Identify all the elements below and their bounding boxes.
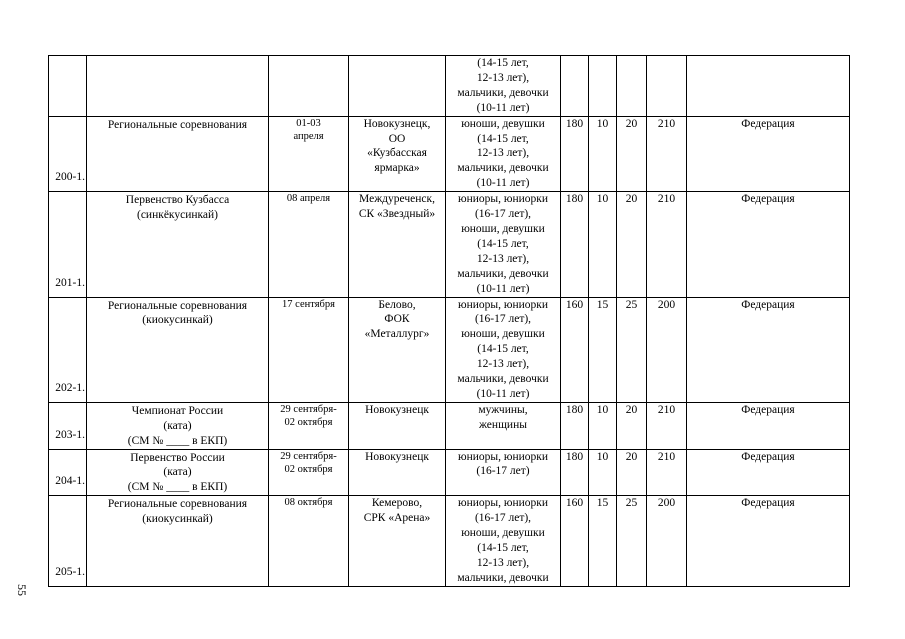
participants xyxy=(446,116,561,192)
row-number: 201-1. xyxy=(49,192,87,297)
count-3: 20 xyxy=(617,402,647,449)
events-table-body xyxy=(49,56,850,587)
participants-line: 12-13 лет), xyxy=(476,556,530,569)
event-name-line: Региональные соревнования xyxy=(107,299,248,312)
count-total: 200 xyxy=(647,496,687,586)
count-total xyxy=(647,56,687,117)
participants-line: юноши, девушки xyxy=(461,527,545,540)
count-1: 160 xyxy=(561,496,589,586)
event-name xyxy=(87,496,269,586)
participants-line: 12-13 лет), xyxy=(476,71,530,84)
count-3 xyxy=(617,56,647,117)
event-name xyxy=(87,297,269,402)
count-total: 200 xyxy=(647,297,687,402)
event-date xyxy=(269,297,349,402)
participants-line: мальчики, девочки xyxy=(457,267,549,280)
row-number: 203-1. xyxy=(49,402,87,449)
page-number: 55 xyxy=(15,584,29,596)
count-2: 15 xyxy=(589,297,617,402)
event-date-line: 29 сентября- xyxy=(280,403,337,415)
participants-line: (14-15 лет, xyxy=(477,343,529,356)
table-row xyxy=(49,402,850,449)
row-number: 202-1. xyxy=(49,297,87,402)
event-place-line: ярмарка» xyxy=(374,162,420,175)
event-name xyxy=(87,116,269,192)
event-date xyxy=(269,116,349,192)
participants-line: мальчики, девочки xyxy=(457,86,549,99)
event-date xyxy=(269,192,349,297)
participants-line: (14-15 лет, xyxy=(477,542,529,554)
event-date-line: апреля xyxy=(293,130,324,142)
event-name-line: (СМ № ____ в ЕКП) xyxy=(127,481,228,494)
event-place xyxy=(349,297,446,402)
participants-line: (16-17 лет) xyxy=(476,465,530,478)
participants-line: (16-17 лет), xyxy=(474,208,532,221)
participants-line: 12-13 лет), xyxy=(476,358,530,371)
event-date-line: 01-03 xyxy=(296,117,321,129)
row-number: 204-1. xyxy=(49,449,87,496)
count-2: 10 xyxy=(589,116,617,192)
event-name-line: (киокусинкай) xyxy=(142,314,213,327)
participants-line: мальчики, девочки xyxy=(457,373,549,386)
event-name xyxy=(87,192,269,297)
count-total: 210 xyxy=(647,402,687,449)
participants xyxy=(446,496,561,586)
participants-line: (14-15 лет, xyxy=(477,57,529,69)
count-2: 10 xyxy=(589,402,617,449)
organizer: Федерация xyxy=(687,402,850,449)
participants-line: 12-13 лет), xyxy=(476,252,530,265)
event-name-line: (ката) xyxy=(163,419,192,432)
participants-line: (10-11 лет) xyxy=(476,387,530,400)
participants-line: женщины xyxy=(479,418,527,431)
event-name-line: (синкёкусинкай) xyxy=(136,209,219,222)
event-name-line: (ката) xyxy=(163,466,192,479)
event-place-line: СРК «Арена» xyxy=(363,512,431,525)
participants xyxy=(446,297,561,402)
participants-line: юноши, девушки xyxy=(461,222,545,235)
events-table xyxy=(48,55,850,587)
organizer xyxy=(687,56,850,117)
event-place xyxy=(349,496,446,586)
count-3: 20 xyxy=(617,192,647,297)
event-place xyxy=(349,116,446,192)
participants-line: (14-15 лет, xyxy=(477,237,529,250)
event-date xyxy=(269,449,349,496)
event-place-line: Кемерово, xyxy=(371,497,423,510)
event-place-line: Новокузнецк, xyxy=(363,117,431,130)
event-name-line: Региональные соревнования xyxy=(107,498,248,511)
count-2: 15 xyxy=(589,496,617,586)
table-row xyxy=(49,496,850,586)
participants-line: юноши, девушки xyxy=(461,328,545,341)
participants xyxy=(446,402,561,449)
count-total: 210 xyxy=(647,116,687,192)
participants xyxy=(446,56,561,117)
count-1: 180 xyxy=(561,449,589,496)
participants-line: мальчики, девочки xyxy=(457,162,549,175)
event-place-line: «Металлург» xyxy=(364,328,430,341)
organizer: Федерация xyxy=(687,192,850,297)
count-1: 180 xyxy=(561,192,589,297)
event-date-line: 17 сентября xyxy=(282,298,335,310)
organizer: Федерация xyxy=(687,449,850,496)
count-1: 160 xyxy=(561,297,589,402)
count-2: 10 xyxy=(589,449,617,496)
event-place xyxy=(349,402,446,449)
count-3: 25 xyxy=(617,496,647,586)
participants-line: мужчины, xyxy=(478,403,528,416)
count-total: 210 xyxy=(647,449,687,496)
table-row xyxy=(49,297,850,402)
participants-line: мальчики, девочки xyxy=(457,571,549,584)
participants-line: (10-11 лет) xyxy=(476,101,530,114)
count-total: 210 xyxy=(647,192,687,297)
event-name xyxy=(87,402,269,449)
row-number: 205-1. xyxy=(49,496,87,586)
event-place-line: ОО xyxy=(388,132,406,145)
participants-line: (10-11 лет) xyxy=(476,282,530,295)
count-1 xyxy=(561,56,589,117)
organizer: Федерация xyxy=(687,116,850,192)
event-name xyxy=(87,56,269,117)
participants-line: (10-11 лет) xyxy=(476,177,530,190)
participants-line: (16-17 лет), xyxy=(474,313,532,326)
event-date-line: 02 октября xyxy=(284,463,333,475)
event-date-line: 08 апреля xyxy=(286,193,331,205)
event-name-line: Первенство Кузбасса xyxy=(125,194,230,207)
count-1: 180 xyxy=(561,402,589,449)
event-date-line: 02 октября xyxy=(284,416,333,428)
event-date-line: 29 сентября- xyxy=(280,450,337,462)
count-3: 20 xyxy=(617,449,647,496)
table-row xyxy=(49,116,850,192)
participants-line: юниоры, юниорки xyxy=(457,450,549,463)
table-row xyxy=(49,192,850,297)
participants-line: юниоры, юниорки xyxy=(457,497,549,510)
participants-line: 12-13 лет), xyxy=(476,147,530,160)
event-place xyxy=(349,192,446,297)
participants-line: юноши, девушки xyxy=(461,117,545,130)
count-3: 25 xyxy=(617,297,647,402)
count-1: 180 xyxy=(561,116,589,192)
event-place-line: Белово, xyxy=(378,298,416,311)
count-2: 10 xyxy=(589,192,617,297)
event-name-line: (СМ № ____ в ЕКП) xyxy=(127,434,228,447)
table-row xyxy=(49,56,850,117)
row-number xyxy=(49,56,87,117)
event-place-line: Новокузнецк xyxy=(365,403,429,416)
event-place xyxy=(349,56,446,117)
table-row xyxy=(49,449,850,496)
event-name xyxy=(87,449,269,496)
organizer: Федерация xyxy=(687,297,850,402)
event-place-line: Новокузнецк xyxy=(365,450,429,463)
count-2 xyxy=(589,56,617,117)
participants-line: юниоры, юниорки xyxy=(457,193,549,206)
participants-line: юниоры, юниорки xyxy=(457,298,549,311)
event-name-line: Первенство России xyxy=(130,451,225,464)
count-3: 20 xyxy=(617,116,647,192)
event-place xyxy=(349,449,446,496)
row-number: 200-1. xyxy=(49,116,87,192)
event-place-line: СК «Звездный» xyxy=(358,208,436,221)
event-name-line: Региональные соревнования xyxy=(107,118,248,131)
event-date xyxy=(269,402,349,449)
event-name-line: Чемпионат России xyxy=(131,404,224,417)
event-date xyxy=(269,496,349,586)
event-place-line: «Кузбасская xyxy=(367,147,427,160)
event-name-line: (киокусинкай) xyxy=(142,513,213,526)
event-place-line: ФОК xyxy=(384,313,410,326)
participants-line: (16-17 лет), xyxy=(474,512,532,525)
participants xyxy=(446,449,561,496)
organizer: Федерация xyxy=(687,496,850,586)
participants xyxy=(446,192,561,297)
event-date xyxy=(269,56,349,117)
participants-line: (14-15 лет, xyxy=(477,132,529,145)
event-place-line: Междуреченск, xyxy=(359,193,435,206)
event-date-line: 08 октября xyxy=(284,497,333,509)
